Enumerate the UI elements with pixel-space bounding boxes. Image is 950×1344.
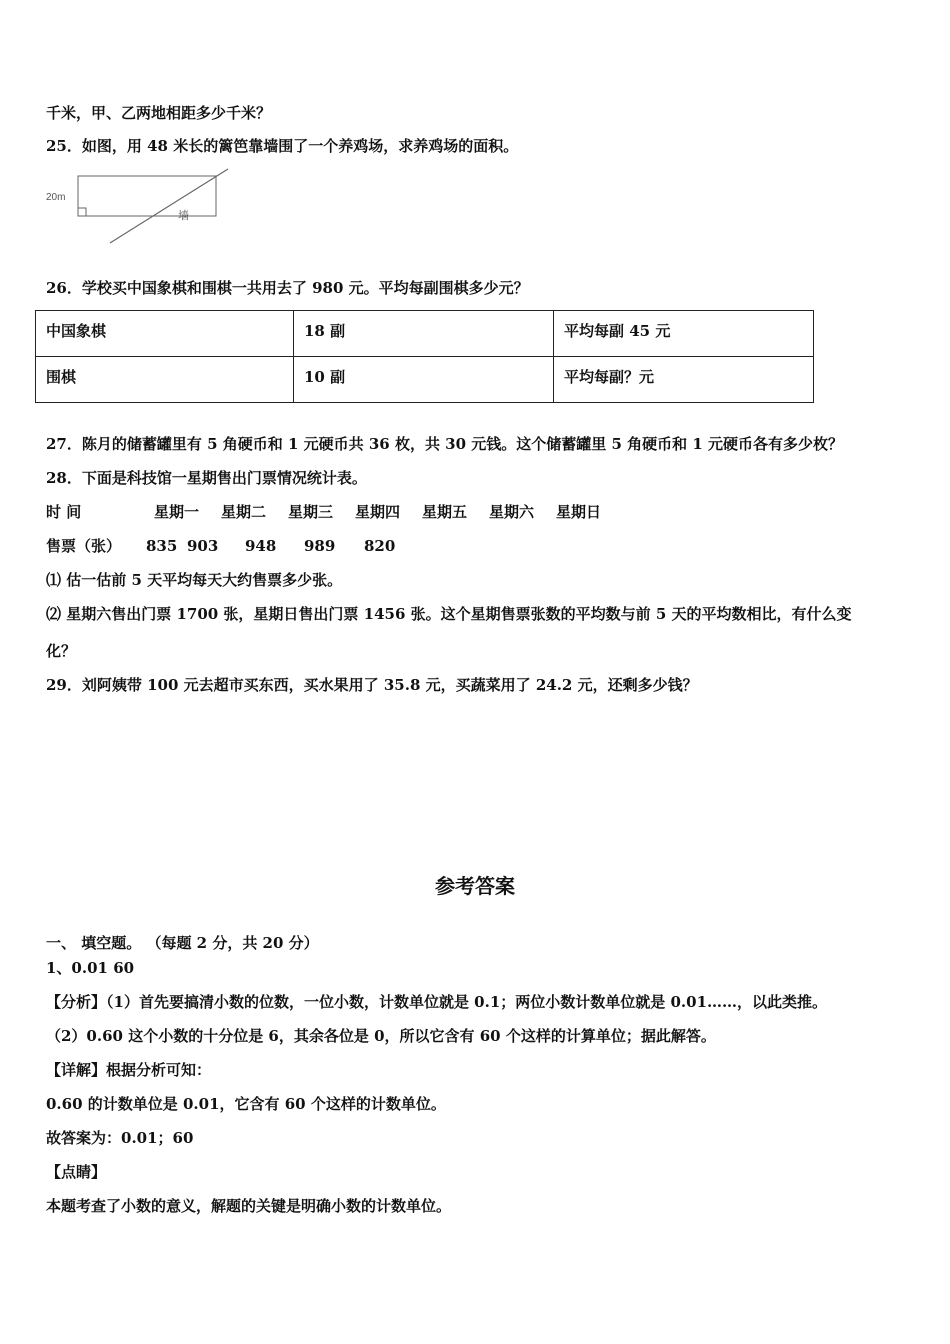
table-cell: 18 副 <box>294 311 554 357</box>
q27-text: 27．陈月的储蓄罐里有 5 角硬币和 1 元硬币共 36 枚，共 30 元钱。这个储蓄罐里 5 角硬币和 1 元硬币各有多少枚？ <box>46 435 844 453</box>
table-cell: 中国象棋 <box>36 311 294 357</box>
ticket-value: 835 <box>146 537 178 555</box>
table-cell: 10 副 <box>294 357 554 403</box>
analysis-2: （2）0.60 这个小数的十分位是 6，其余各位是 0，所以它含有 60 个这样的计算单位；据此解答。 <box>46 1027 716 1045</box>
final-answer: 故答案为：0.01；60 <box>46 1129 194 1147</box>
detail-2: 0.60 的计数单位是 0.01，它含有 60 个这样的计数单位。 <box>46 1095 446 1113</box>
day-label: 星期六 <box>489 503 535 521</box>
day-label: 星期四 <box>355 503 401 521</box>
time-label: 时 间 <box>46 503 82 521</box>
table-cell: 平均每副 45 元 <box>554 311 814 357</box>
comment: 【点睛】 <box>46 1163 107 1181</box>
day-label: 星期三 <box>288 503 334 521</box>
table-row <box>36 311 814 357</box>
q29-text: 29．刘阿姨带 100 元去超市买东西，买水果用了 35.8 元，买蔬菜用了 24.2 元，还剩多少钱？ <box>46 676 698 694</box>
day-label: 星期日 <box>556 503 602 521</box>
wall-label: 墙 <box>178 210 189 222</box>
table-cell: 平均每副？元 <box>554 357 814 403</box>
comment-2: 本题考查了小数的意义，解题的关键是明确小数的计数单位。 <box>46 1197 452 1215</box>
side-label: 20m <box>46 192 66 203</box>
q28-sub1: ⑴ 估一估前 5 天平均每天大约售票多少张。 <box>46 571 343 589</box>
day-label: 星期二 <box>221 503 267 521</box>
detail: 【详解】根据分析可知： <box>46 1061 212 1079</box>
ticket-value: 820 <box>364 537 396 555</box>
q24-tail: 千米，甲、乙两地相距多少千米？ <box>46 104 272 122</box>
ticket-value: 989 <box>304 537 336 555</box>
table-cell: 围棋 <box>36 357 294 403</box>
q26-text: 26．学校买中国象棋和围棋一共用去了 980 元。平均每副围棋多少元？ <box>46 279 529 297</box>
answer-1: 1、0.01 60 <box>46 959 135 977</box>
q28-text: 28．下面是科技馆一星期售出门票情况统计表。 <box>46 469 367 487</box>
q28-sub2-cont: 化？ <box>46 642 77 660</box>
analysis: 【分析】（1）首先要搞清小数的位数，一位小数，计数单位就是 0.1；两位小数计数单位就是 0.01……，以此类推。 <box>46 993 828 1011</box>
q26-table <box>35 310 814 403</box>
coop-rect <box>78 176 216 216</box>
wall-line <box>110 169 228 243</box>
ticket-value: 903 <box>187 537 219 555</box>
ticket-value: 948 <box>245 537 277 555</box>
tickets-label: 售票（张） <box>46 537 122 555</box>
answers-section: 一、 填空题。 （每题 2 分，共 20 分） <box>46 934 319 952</box>
right-angle-mark <box>78 208 86 216</box>
q25-text: 25．如图，用 48 米长的篱笆靠墙围了一个养鸡场，求养鸡场的面积。 <box>46 137 519 155</box>
q25-figure <box>44 165 244 247</box>
answers-title: 参考答案 <box>435 874 515 898</box>
table-row <box>36 357 814 403</box>
day-label: 星期五 <box>422 503 468 521</box>
q28-sub2: ⑵ 星期六售出门票 1700 张，星期日售出门票 1456 张。这个星期售票张数的平均数与前 5 天的平均数相比，有什么变 <box>46 605 852 623</box>
day-label: 星期一 <box>154 503 200 521</box>
